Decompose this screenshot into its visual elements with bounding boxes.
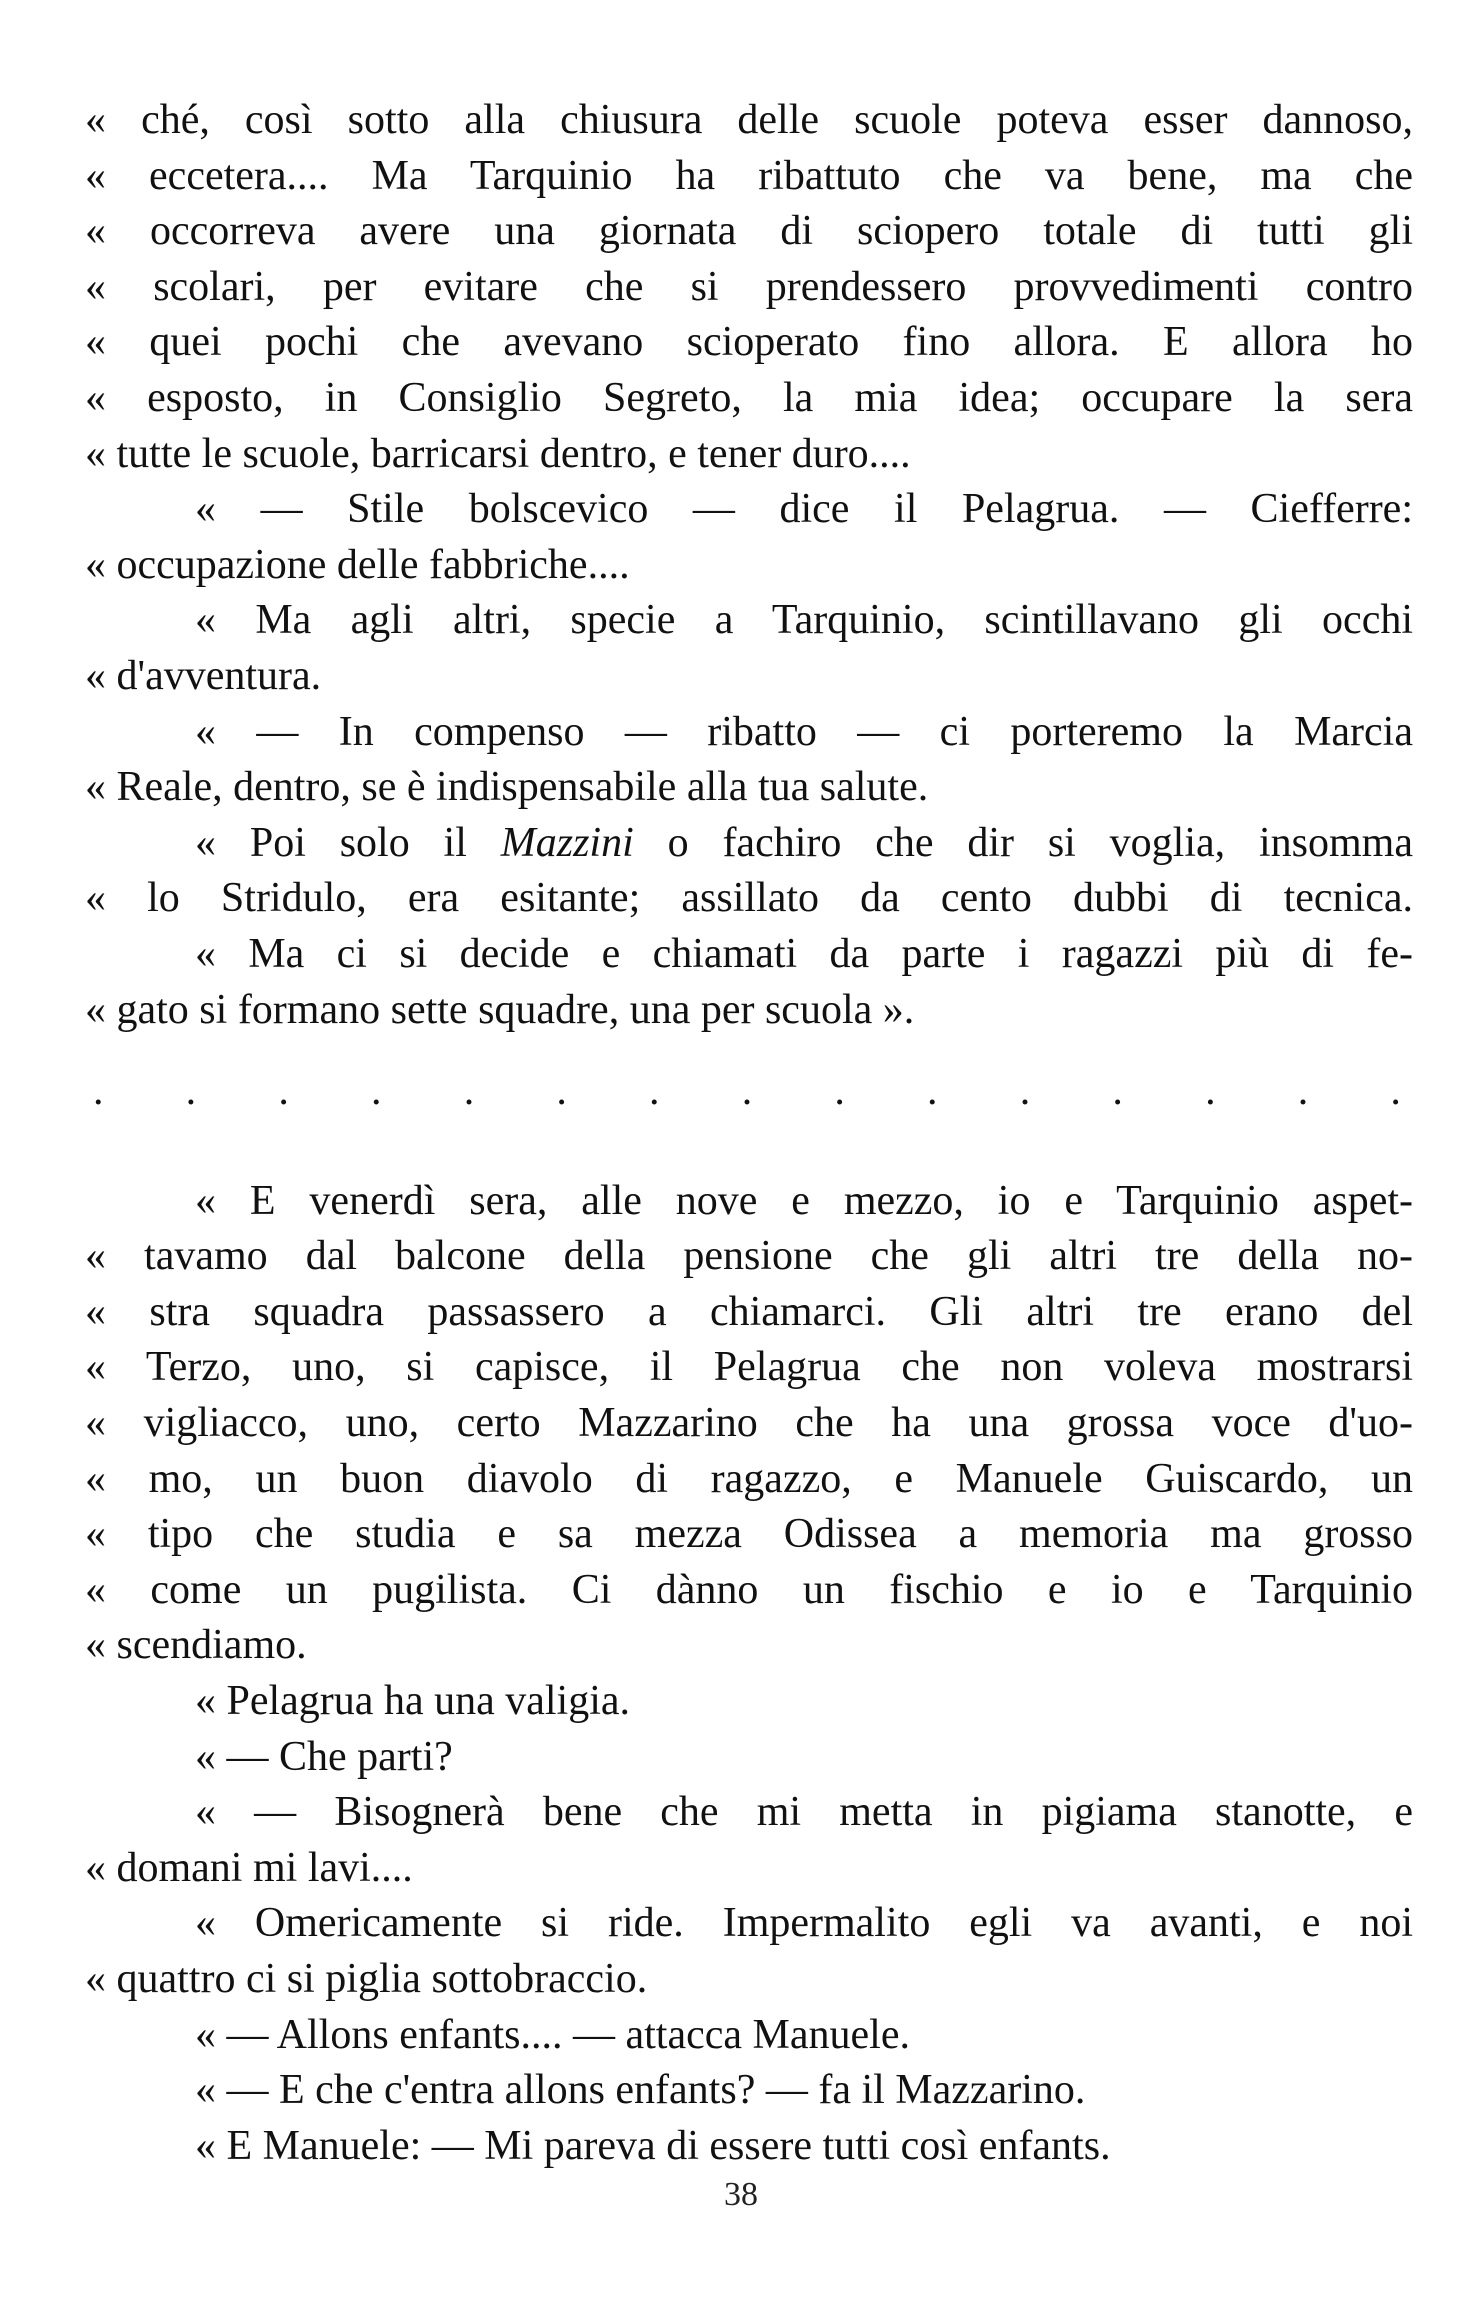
- separator-dot: .: [278, 1068, 289, 1115]
- text-line: « — Stile bolscevico — dice il Pelagrua. — Ciefferre:: [195, 486, 1413, 533]
- text-line: « E Manuele: — Mi pareva di essere tutti così enfants.: [195, 2122, 1111, 2169]
- separator-dot: .: [93, 1068, 104, 1115]
- text-line: « eccetera.... Ma Tarquinio ha ribattuto che va bene, ma che: [85, 152, 1413, 199]
- text-line: « scendiamo.: [85, 1622, 307, 1669]
- page-number: 38: [724, 2176, 758, 2213]
- separator-dot: .: [1390, 1068, 1401, 1115]
- text-line: « — Bisognerà bene che mi metta in pigiama stanotte, e: [195, 1789, 1413, 1836]
- text-line: « Reale, dentro, se è indispensabile alla tua salute.: [85, 764, 929, 811]
- text-line: « Ma ci si decide e chiamati da parte i ragazzi più di fe-: [195, 930, 1413, 977]
- text-line: « Ma agli altri, specie a Tarquinio, scintillavano gli occhi: [195, 597, 1413, 644]
- section-separator: [85, 1064, 1413, 1120]
- text-fragment: « Poi solo il: [195, 819, 501, 866]
- text-line: « tutte le scuole, barricarsi dentro, e tener duro....: [85, 430, 911, 477]
- separator-dot: .: [649, 1068, 660, 1115]
- text-line: « esposto, in Consiglio Segreto, la mia idea; occupare la sera: [85, 374, 1413, 421]
- text-line: « ché, così sotto alla chiusura delle scuole poteva esser dannoso,: [85, 97, 1413, 143]
- text-line: « d'avventura.: [85, 652, 322, 699]
- text-line: « Pelagrua ha una valigia.: [195, 1678, 631, 1725]
- separator-dot: .: [185, 1068, 197, 1115]
- text-line: « tipo che studia e sa mezza Odissea a memoria ma grosso: [85, 1511, 1413, 1558]
- text-line: « Omericamente si ride. Impermalito egli va avanti, e noi: [195, 1900, 1413, 1947]
- separator-dot: .: [1019, 1068, 1031, 1115]
- separator-dot: .: [1112, 1068, 1123, 1115]
- text-line: « — Che parti?: [195, 1733, 453, 1780]
- text-line: « domani mi lavi....: [85, 1844, 413, 1891]
- text-line-mazzini: [85, 816, 1413, 872]
- separator-dot: .: [556, 1068, 567, 1115]
- text-fragment: o fachiro che dir si voglia, insomma: [633, 819, 1413, 866]
- italic-name: Mazzini: [500, 819, 634, 866]
- separator-dot: .: [463, 1068, 475, 1115]
- separator-dot: .: [741, 1068, 753, 1115]
- text-line: « occupazione delle fabbriche....: [85, 541, 630, 588]
- body-text: [85, 93, 1413, 2174]
- text-line: « occorreva avere una giornata di sciopero totale di tutti gli: [85, 208, 1413, 255]
- text-line: « Terzo, uno, si capisce, il Pelagrua che non voleva mostrarsi: [85, 1344, 1413, 1391]
- text-line: « quei pochi che avevano scioperato fino allora. E allora ho: [85, 319, 1413, 366]
- text-line: « — In compenso — ribatto — ci porteremo la Marcia: [195, 708, 1413, 755]
- text-line: « — E che c'entra allons enfants? — fa il Mazzarino.: [195, 2067, 1086, 2114]
- separator-dot: .: [1205, 1068, 1216, 1115]
- separator-dot: .: [371, 1068, 382, 1115]
- text-line: « vigliacco, uno, certo Mazzarino che ha una grossa voce d'uo-: [85, 1400, 1413, 1447]
- text-line: « tavamo dal balcone della pensione che gli altri tre della no-: [85, 1233, 1413, 1280]
- text-line: « quattro ci si piglia sottobraccio.: [85, 1956, 648, 2002]
- text-line: « come un pugilista. Ci dànno un fischio e io e Tarquinio: [85, 1566, 1413, 1613]
- text-line: « stra squadra passassero a chiamarci. Gli altri tre erano del: [85, 1288, 1413, 1335]
- text-line: « E venerdì sera, alle nove e mezzo, io e Tarquinio aspet-: [195, 1177, 1413, 1224]
- separator-dot: .: [927, 1068, 938, 1115]
- text-line: « — Allons enfants.... — attacca Manuele.: [195, 2011, 910, 2058]
- text-line: « gato si formano sette squadre, una per scuola ».: [85, 986, 915, 1033]
- text-line: « lo Stridulo, era esitante; assillato da cento dubbi di tecnica.: [85, 875, 1413, 922]
- separator-dot: .: [834, 1068, 845, 1115]
- text-line: « scolari, per evitare che si prendessero provvedimenti contro: [85, 263, 1413, 310]
- text-line: « mo, un buon diavolo di ragazzo, e Manuele Guiscardo, un: [85, 1455, 1413, 1502]
- separator-dot: .: [1297, 1068, 1309, 1115]
